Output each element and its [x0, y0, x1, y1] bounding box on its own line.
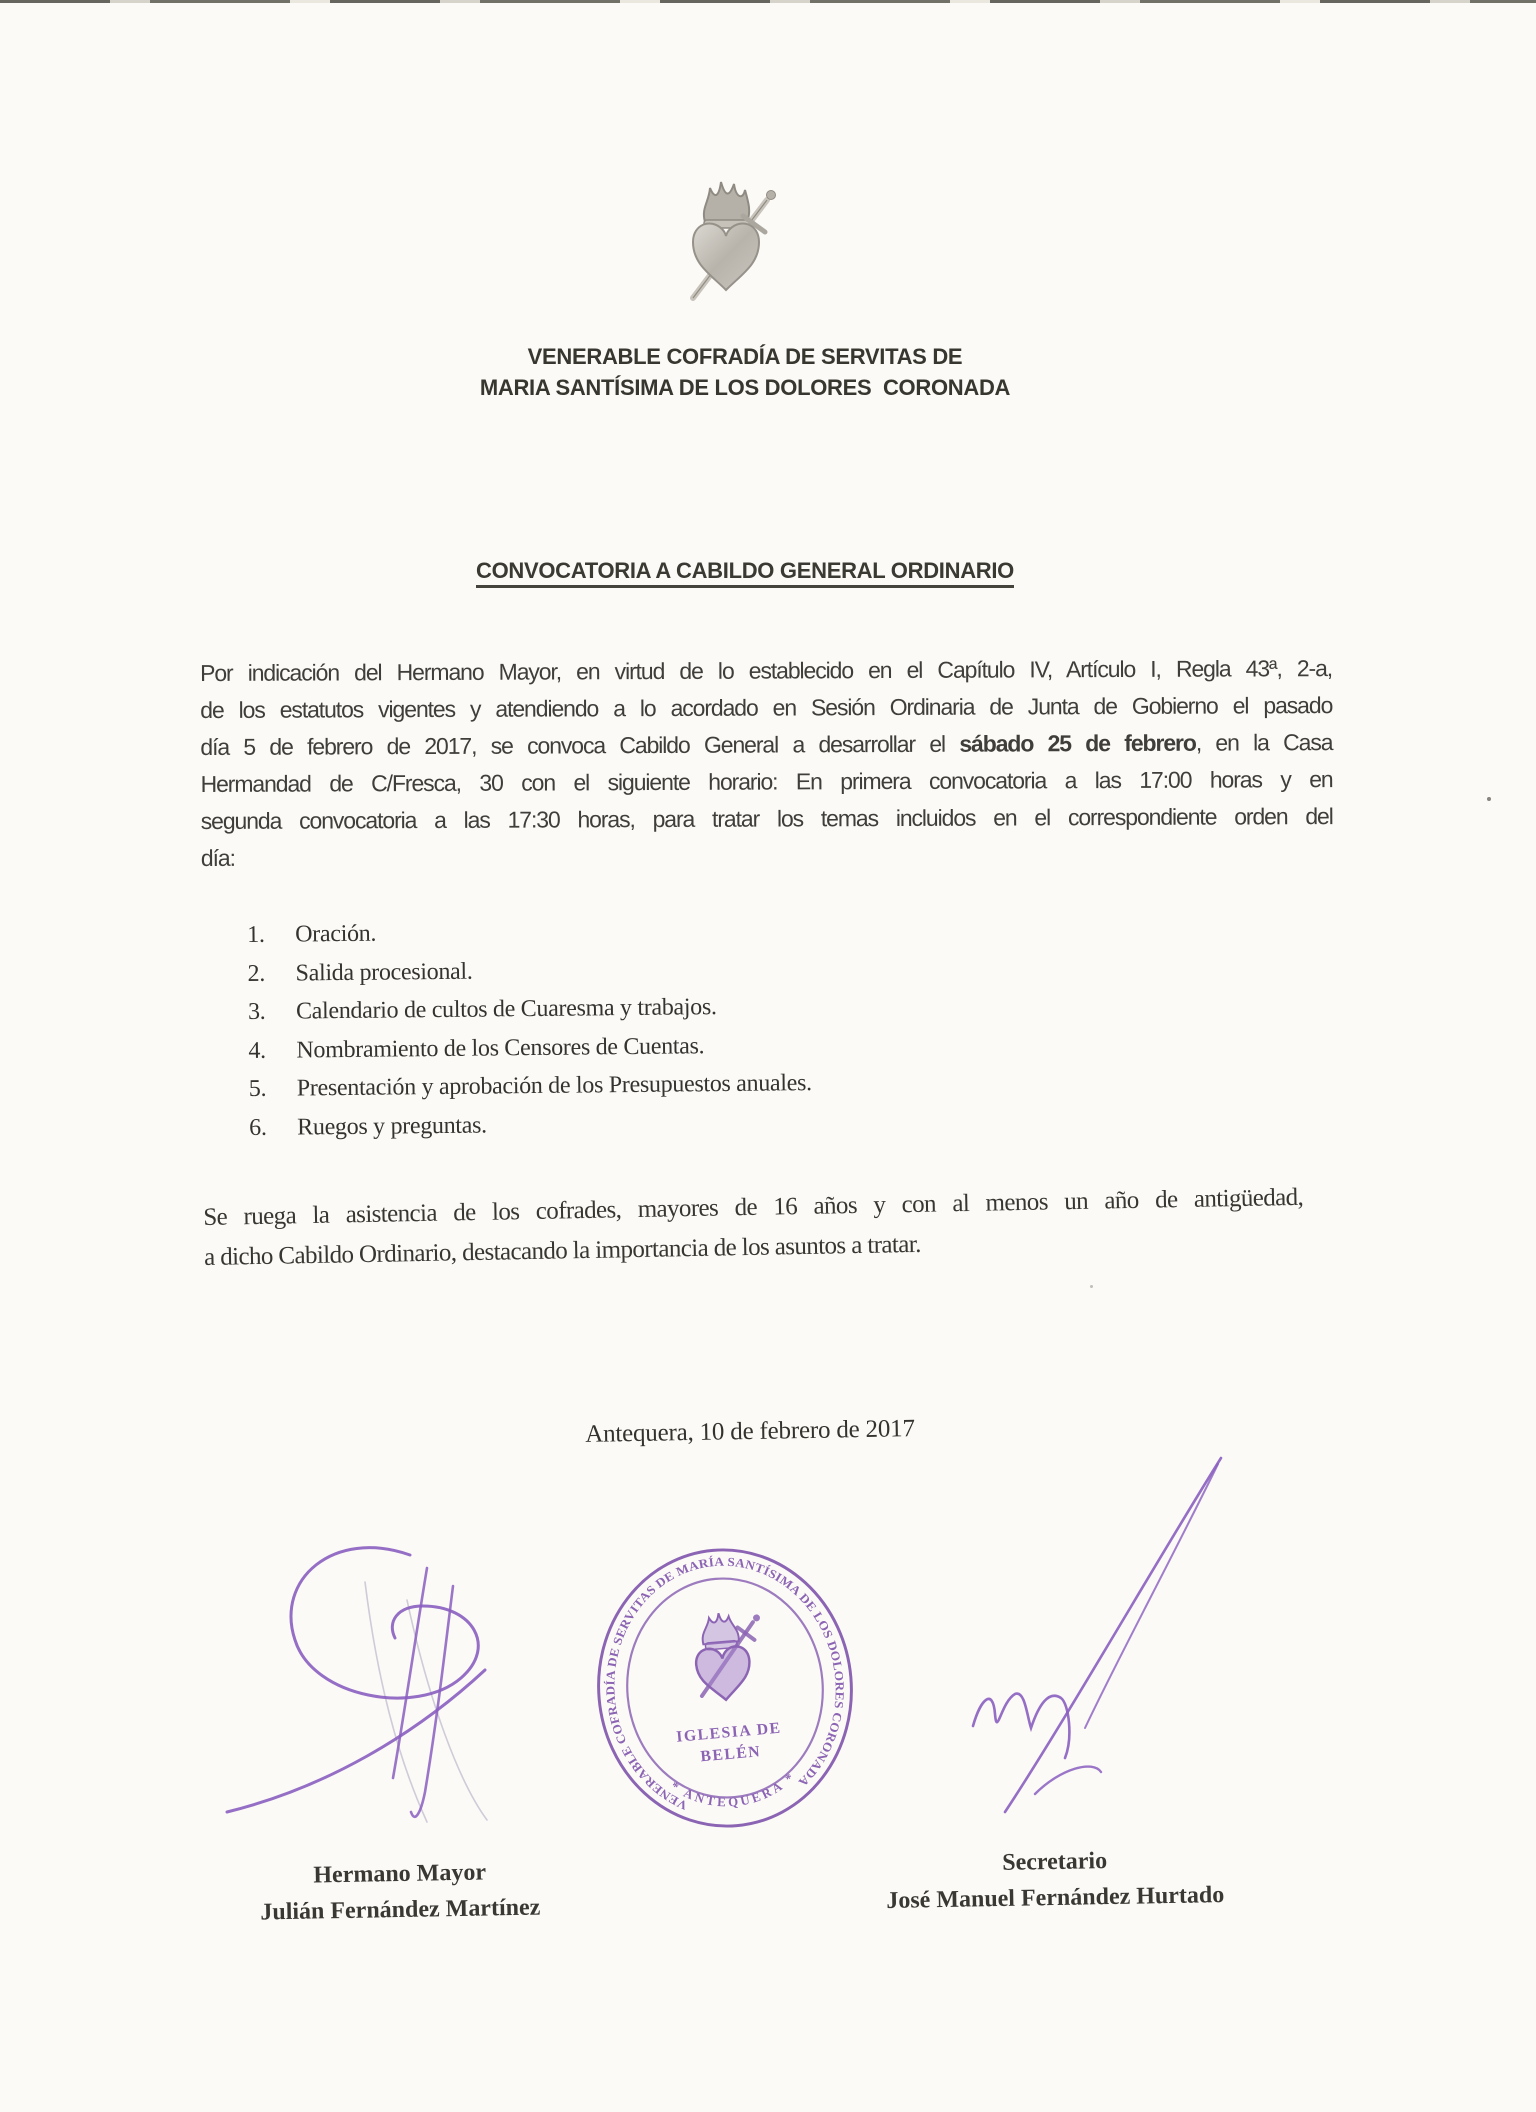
- agenda-item: [249, 1064, 812, 1108]
- signer-left-name: Julián Fernández Martínez: [260, 1894, 541, 1926]
- paragraph-line: día 5 de febrero de 2017, se convoca Cabildo General a desarrollar el sábado 25 de febrero, en la Casa: [200, 729, 1333, 760]
- paragraph-line: Se ruega la asistencia de los cofrades, mayores de 16 años y con al menos un año de antigüedad,: [203, 1183, 1304, 1231]
- agenda-item-text: Presentación y aprobación de los Presupuestos anuales.: [296, 1070, 812, 1102]
- signer-right-block: [829, 1840, 1280, 1920]
- ink-speck: [1090, 1285, 1093, 1288]
- paragraph-line: de los estatutos vigentes y atendiendo a lo acordado en Sesión Ordinaria de Junta de Gobierno el pasado: [200, 692, 1333, 723]
- brotherhood-emblem-logo: [655, 170, 800, 320]
- stamp-center-text-line1: IGLESIA DE: [675, 1719, 783, 1746]
- paragraph-line: Hermandad de C/Fresca, 30 con el siguiente horario: En primera convocatoria a las 17:00 horas y en: [200, 766, 1333, 797]
- stamp-center-text-line2: BELÉN: [699, 1743, 762, 1766]
- attendance-paragraph: [203, 1178, 1304, 1278]
- agenda-item-number: 6.: [249, 1114, 267, 1141]
- scan-edge-artifact: [0, 0, 1536, 3]
- org-name-line1: VENERABLE COFRADÍA DE SERVITAS DE: [527, 344, 963, 369]
- agenda-item-number: 5.: [248, 1076, 267, 1103]
- agenda-item: [249, 1103, 812, 1147]
- stamp-crown-icon: [700, 1612, 739, 1645]
- official-stamp: [575, 1538, 875, 1838]
- agenda-item-text: Ruegos y preguntas.: [297, 1112, 487, 1141]
- agenda-item-text: Nombramiento de los Censores de Cuentas.: [296, 1033, 705, 1064]
- stamp-bottom-text: * ANTEQUERA *: [668, 1768, 799, 1810]
- convocation-paragraph: [200, 650, 1333, 877]
- agenda-item-number: 2.: [247, 960, 266, 987]
- paragraph-line: día:: [200, 844, 235, 871]
- signer-left-block: [174, 1852, 625, 1932]
- agenda-item-text: Oración.: [295, 920, 377, 948]
- agenda-item: [247, 949, 810, 993]
- org-name-line2: MARIA SANTÍSIMA DE LOS DOLORES CORONADA: [479, 375, 1011, 400]
- ink-speck: [1487, 797, 1491, 801]
- agenda-list: [247, 910, 812, 1147]
- org-title: [0, 341, 1490, 403]
- signer-right-name: José Manuel Fernández Hurtado: [886, 1882, 1225, 1914]
- agenda-item-number: 3.: [247, 999, 266, 1026]
- crown-flames-icon: [704, 182, 749, 228]
- signer-left-role: Hermano Mayor: [313, 1859, 487, 1889]
- agenda-item: [248, 1026, 811, 1070]
- signature-stroke: [291, 1548, 478, 1698]
- signature-stroke: [973, 1694, 1069, 1758]
- signature-stroke: [1005, 1458, 1221, 1812]
- agenda-item-text: Salida procesional.: [295, 958, 473, 987]
- dateline: Antequera, 10 de febrero de 2017: [584, 1415, 915, 1448]
- svg-text:* ANTEQUERA *: [667, 1768, 801, 1815]
- agenda-item-text: Calendario de cultos de Cuaresma y trabajos.: [295, 994, 717, 1025]
- agenda-item-number: 1.: [247, 921, 265, 948]
- agenda-item: [247, 910, 810, 954]
- document-heading: CONVOCATORIA A CABILDO GENERAL ORDINARIO: [0, 558, 1490, 584]
- hermano-mayor-signature: [215, 1520, 535, 1830]
- signature-stroke: [1035, 1767, 1101, 1794]
- agenda-item-number: 4.: [248, 1037, 266, 1064]
- signature-stroke: [1085, 1464, 1218, 1728]
- paragraph-line: a dicho Cabildo Ordinario, destacando la importancia de los asuntos a tratar.: [203, 1230, 921, 1271]
- paragraph-line: Por indicación del Hermano Mayor, en virtud de lo establecido en el Capítulo IV, Artículo I, Regla 43ª, 2-a,: [200, 655, 1333, 686]
- stamp-ring-text: VENERABLE COFRADÍA DE SERVITAS DE MARÍA SANTÍSIMA DE LOS DOLORES CORONADA: [603, 1554, 847, 1813]
- paragraph-line: segunda convocatoria a las 17:30 horas, para tratar los temas incluidos en el correspondiente orden del: [200, 803, 1333, 834]
- secretario-signature: [935, 1420, 1265, 1820]
- agenda-item: [248, 987, 811, 1031]
- signer-right-role: Secretario: [1002, 1848, 1108, 1876]
- bold-date-text: sábado 25 de febrero: [959, 729, 1196, 757]
